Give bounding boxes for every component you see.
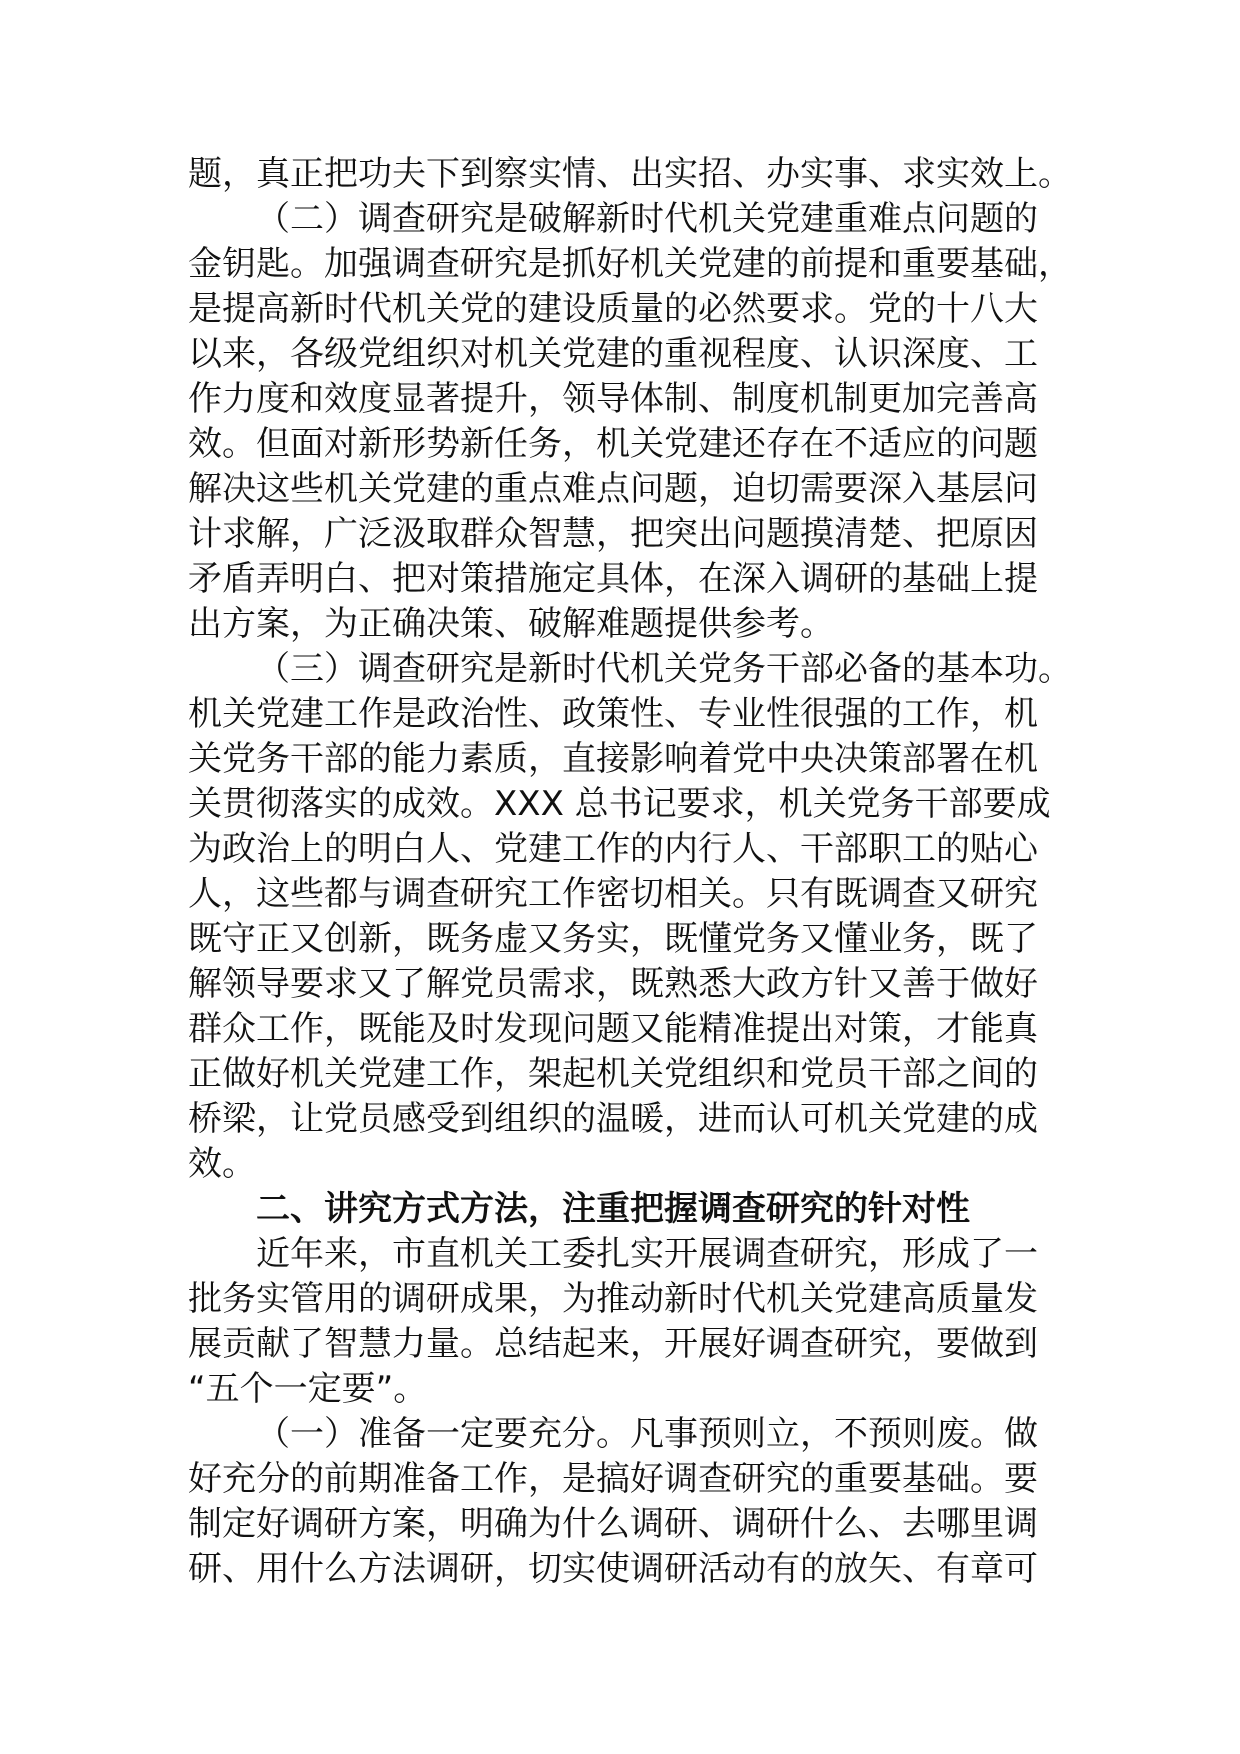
paragraph-line: 桥梁，让党员感受到组织的温暖，进而认可机关党建的成 <box>188 1099 1038 1139</box>
section-heading: 二、讲究方式方法，注重把握调查研究的针对性 <box>256 1189 970 1229</box>
paragraph-line: 解决这些机关党建的重点难点问题，迫切需要深入基层问 <box>188 469 1038 509</box>
paragraph-line: 机关党建工作是政治性、政策性、专业性很强的工作，机 <box>188 694 1038 734</box>
paragraph-line: 既守正又创新，既务虚又务实，既懂党务又懂业务，既了 <box>188 919 1038 959</box>
paragraph-line: 研、用什么方法调研，切实使调研活动有的放矢、有章可 <box>188 1549 1038 1589</box>
paragraph-line: 制定好调研方案，明确为什么调研、调研什么、去哪里调 <box>188 1504 1038 1544</box>
paragraph-line: 好充分的前期准备工作，是搞好调查研究的重要基础。要 <box>188 1459 1038 1499</box>
paragraph-line: 正做好机关党建工作，架起机关党组织和党员干部之间的 <box>188 1054 1038 1094</box>
paragraph-line: 关贯彻落实的成效。XXX 总书记要求，机关党务干部要成 <box>188 784 1051 824</box>
paragraph-line: （三）调查研究是新时代机关党务干部必备的基本功。 <box>256 649 1072 689</box>
paragraph-line: 解领导要求又了解党员需求，既熟悉大政方针又善于做好 <box>188 964 1038 1004</box>
paragraph-line: 近年来，市直机关工委扎实开展调查研究，形成了一 <box>256 1234 1038 1274</box>
paragraph-line: （二）调查研究是破解新时代机关党建重难点问题的 <box>256 199 1038 239</box>
paragraph-line: （一）准备一定要充分。凡事预则立，不预则废。做 <box>256 1414 1038 1454</box>
paragraph-line: 以来，各级党组织对机关党建的重视程度、认识深度、工 <box>188 334 1038 374</box>
paragraph-line: 展贡献了智慧力量。总结起来，开展好调查研究，要做到 <box>188 1324 1038 1364</box>
paragraph-line: 为政治上的明白人、党建工作的内行人、干部职工的贴心 <box>188 829 1038 869</box>
paragraph-line: 计求解，广泛汲取群众智慧，把突出问题摸清楚、把原因 <box>188 514 1038 554</box>
paragraph-line: 效。但面对新形势新任务，机关党建还存在不适应的问题 <box>188 424 1038 464</box>
paragraph-line: 作力度和效度显著提升，领导体制、制度机制更加完善高 <box>188 379 1038 419</box>
paragraph-line: 出方案，为正确决策、破解难题提供参考。 <box>188 604 834 644</box>
paragraph-line: 金钥匙。加强调查研究是抓好机关党建的前提和重要基础， <box>188 244 1072 284</box>
paragraph-line: 矛盾弄明白、把对策措施定具体，在深入调研的基础上提 <box>188 559 1038 599</box>
paragraph-line: 人，这些都与调查研究工作密切相关。只有既调查又研究 <box>188 874 1038 914</box>
paragraph-line: 是提高新时代机关党的建设质量的必然要求。党的十八大 <box>188 289 1038 329</box>
document-body <box>188 152 1072 1592</box>
paragraph-line: 题，真正把功夫下到察实情、出实招、办实事、求实效上。 <box>188 154 1072 194</box>
paragraph-line: “五个一定要”。 <box>188 1369 428 1409</box>
paragraph-line: 效。 <box>188 1144 256 1184</box>
paragraph-line: 关党务干部的能力素质，直接影响着党中央决策部署在机 <box>188 739 1038 779</box>
paragraph-line: 群众工作，既能及时发现问题又能精准提出对策，才能真 <box>188 1009 1038 1049</box>
paragraph-line: 批务实管用的调研成果，为推动新时代机关党建高质量发 <box>188 1279 1038 1319</box>
